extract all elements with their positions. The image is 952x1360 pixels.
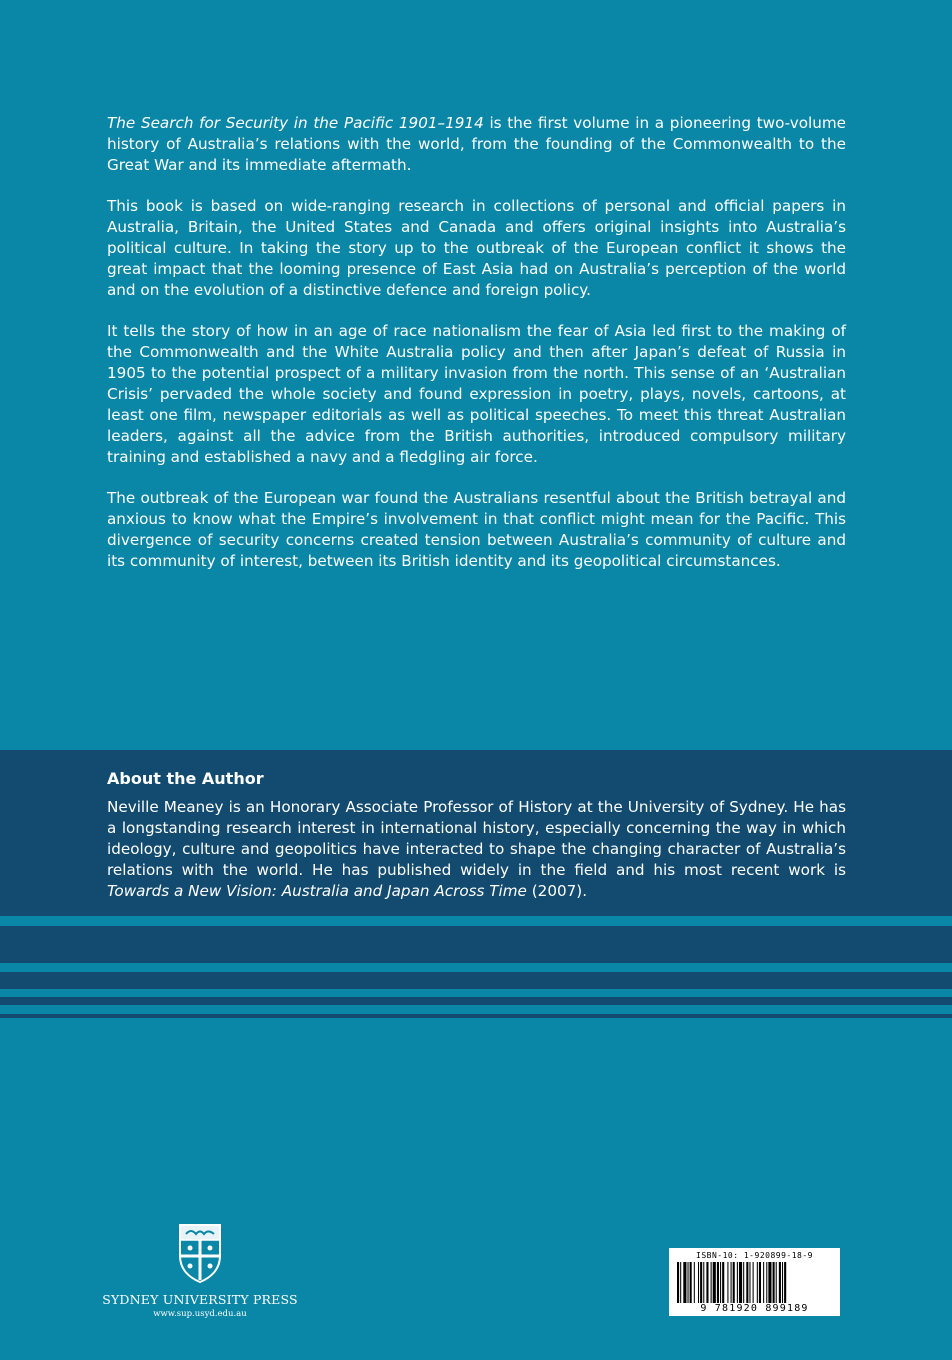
barcode-bar: [773, 1262, 775, 1304]
barcode-bar: [727, 1262, 728, 1304]
barcode-bar: [737, 1262, 738, 1304]
barcode-bar: [706, 1262, 708, 1304]
barcode-bar: [746, 1262, 748, 1304]
isbn-10-label: ISBN-10: 1-920899-18-9: [696, 1251, 813, 1260]
barcode-bar: [690, 1262, 692, 1304]
barcode-bar: [784, 1262, 786, 1304]
university-crest-icon: [176, 1222, 224, 1284]
publisher-logo: [100, 1222, 300, 1319]
barcode-bar: [703, 1262, 704, 1304]
barcode-bar: [776, 1262, 777, 1304]
decorative-stripe-3: [0, 997, 952, 1005]
decorative-stripe-2: [0, 972, 952, 989]
barcode-bar: [739, 1262, 742, 1304]
barcode-bar: [713, 1262, 716, 1304]
author-bio: [107, 797, 846, 902]
publisher-name: SYDNEY UNIVERSITY PRESS: [102, 1292, 298, 1307]
blurb-paragraph-1: [107, 113, 846, 176]
barcode-bar: [753, 1262, 754, 1304]
author-bio-year: (2007).: [526, 882, 588, 900]
barcode-bar: [677, 1262, 679, 1304]
blurb-paragraph-2: This book is based on wide-ranging research in collections of personal and official papers in Australia, Britain, the United States and Canada and offers original insights into Australia’s political culture. In taking the story up to the outbreak of the European conflict it shows the great impact that the looming presence of East Asia had on Australia’s perception of the world and on the evolution of a distinctive defence and foreign policy.: [107, 197, 846, 299]
blurb-paragraph-3: It tells the story of how in an age of race nationalism the fear of Asia led first to the making of the Commonwealth and the White Australia policy and then after Japan’s defeat of Russia in 1905 to the potential prospect of a military invasion from the north. This sense of an ‘Australian Crisis’ pervaded the whole society and found expression in poetry, plays, novels, cartoons, at least one film, newspaper editorials as well as political speeches. To meet this threat Australian leaders, against all the advice from the British authorities, introduced compulsory military training and established a navy and a fledgling air force.: [107, 322, 846, 466]
barcode-bar: [733, 1262, 735, 1304]
book-title: The Search for Security in the Pacific 1901–1914: [107, 114, 484, 132]
barcode-bar: [763, 1262, 764, 1304]
blurb-paragraph-1-text: is the first volume in a pioneering two-volume history of Australia’s relations with the world, from the founding of the Commonwealth to the Great War and its immediate aftermath.: [107, 114, 846, 174]
barcode-bar: [717, 1262, 719, 1304]
barcode-bar: [768, 1262, 771, 1304]
barcode-bar: [782, 1262, 783, 1304]
barcode-bar: [688, 1262, 689, 1304]
barcode-bar: [766, 1262, 767, 1304]
barcode-bar: [711, 1262, 712, 1304]
decorative-stripe-1: [0, 926, 952, 963]
barcode-bar: [698, 1262, 699, 1304]
barcode-bar: [694, 1262, 695, 1304]
ean-number: 9 781920 899189: [669, 1303, 840, 1314]
barcode-bar: [722, 1262, 724, 1304]
barcode-bar: [683, 1262, 686, 1304]
barcode-bar: [731, 1262, 732, 1304]
back-cover-blurb: [107, 113, 846, 592]
blurb-paragraph-4: The outbreak of the European war found the Australians resentful about the British betrayal and anxious to know what the Empire’s involvement in that conflict might mean for the Pacific. This divergence of security concerns created tension between Australia’s community of culture and its community of interest, between its British identity and its geopolitical circumstances.: [107, 489, 846, 570]
barcode-bar: [700, 1262, 702, 1304]
publisher-url: www.sup.usyd.edu.au: [153, 1309, 247, 1319]
barcode-bar: [720, 1262, 721, 1304]
barcode-bar: [757, 1262, 758, 1304]
barcode-bar: [749, 1262, 750, 1304]
barcode-bar: [680, 1262, 681, 1304]
barcode-bar: [779, 1262, 781, 1304]
barcode-bars: [677, 1262, 832, 1304]
author-book-title: Towards a New Vision: Australia and Japan Across Time: [107, 882, 527, 900]
barcode-bar: [759, 1262, 761, 1304]
barcode-bar: [743, 1262, 744, 1304]
decorative-stripe-4: [0, 1014, 952, 1018]
author-bio-text: Neville Meaney is an Honorary Associate Professor of History at the University of Sydney. He has a longstanding research interest in international history, especially concerning the way in which ideology, culture and geopolitics have interacted to shape the changing character of Australia’s relations with the world. He has published widely in the field and his most recent work is: [107, 798, 846, 879]
about-author-panel: [0, 750, 952, 916]
about-author-heading: About the Author: [107, 769, 264, 788]
isbn-barcode: [669, 1248, 840, 1316]
